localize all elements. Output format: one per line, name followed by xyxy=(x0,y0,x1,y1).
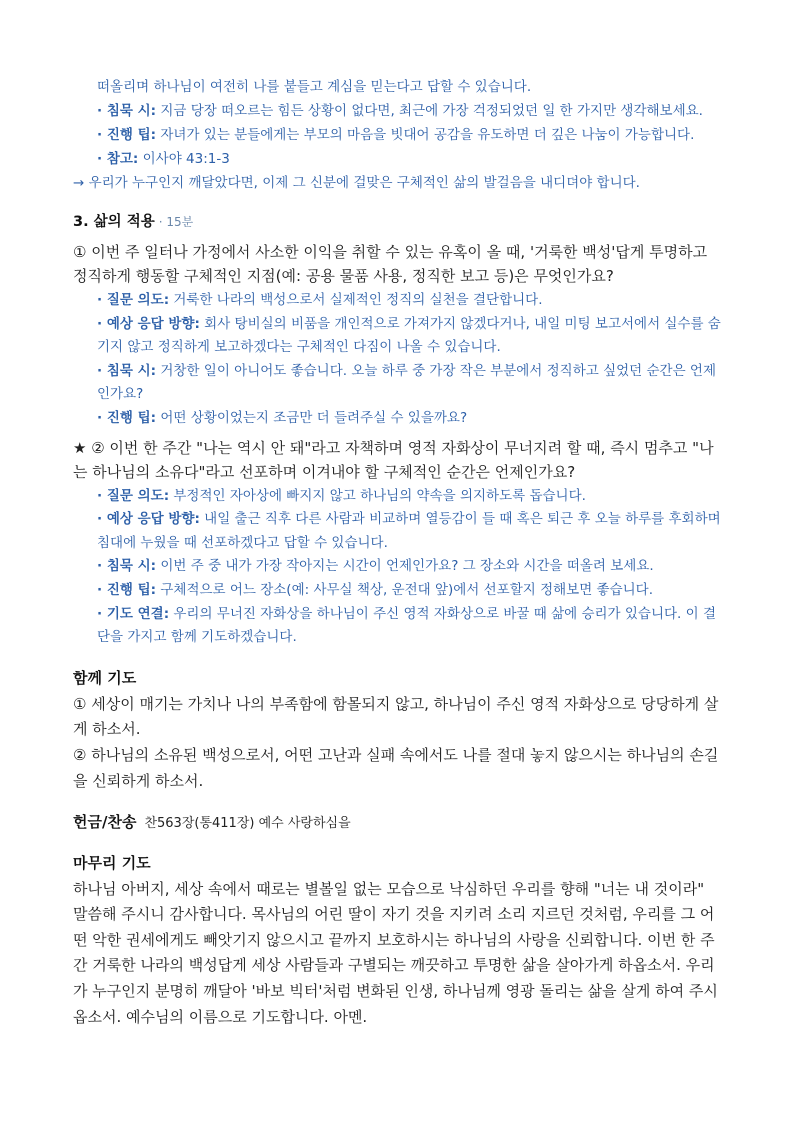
note-label: · 진행 팁: xyxy=(97,127,157,143)
offering-line xyxy=(73,810,722,836)
note-text: 이사야 43:1-3 xyxy=(142,151,230,167)
note-text: 거창한 일이 아니어도 좋습니다. 오늘 하루 중 가장 작은 부분에서 정직하고 싶었던 순간은 언제인가요? xyxy=(97,362,716,403)
question-text: ★ ② 이번 한 주간 "나는 역시 안 돼"라고 자책하며 영적 자화상이 무너지려 할 때, 즉시 멈추고 "나는 하나님의 소유다"라고 선포하며 이겨내야 할 구체적인 순간은 언제인가요? xyxy=(73,438,714,481)
hymn-text: 찬563장(통411장) 예수 사랑하심을 xyxy=(144,815,351,831)
note-text: 우리의 무너진 자화상을 하나님이 주신 영적 자화상으로 바꿀 때 삶에 승리가 있습니다. 이 결단을 가지고 함께 기도하겠습니다. xyxy=(97,605,716,646)
note-label: · 침묵 시: xyxy=(97,558,157,575)
guide-note xyxy=(73,99,722,123)
note-text: 이번 주 중 내가 가장 작아지는 시간이 언제인가요? 그 장소와 시간을 떠올려 보세요. xyxy=(160,558,654,575)
closing-heading: 마무리 기도 xyxy=(73,853,151,872)
transition-text: → 우리가 누구인지 깨달았다면, 이제 그 신분에 걸맞은 구체적인 삶의 발걸음을 내디뎌야 합니다. xyxy=(73,175,640,191)
continued-section xyxy=(73,75,722,195)
guide-note xyxy=(73,360,722,407)
note-label: · 침묵 시: xyxy=(97,362,157,379)
prayer-item: ① 세상이 매기는 가치나 나의 부족함에 함몰되지 않고, 하나님이 주신 영적 자화상으로 당당하게 살게 하소서. xyxy=(73,694,719,739)
note-text: 지금 당장 떠오르는 힘든 상황이 없다면, 최근에 가장 걱정되었던 일 한 가지만 생각해보세요. xyxy=(160,103,703,119)
note-label: · 진행 팁: xyxy=(97,581,157,598)
guide-note xyxy=(73,289,722,313)
prayer-list xyxy=(73,692,722,795)
continued-lead: 떠올리며 하나님이 여전히 나를 붙들고 계심을 믿는다고 답할 수 있습니다. xyxy=(97,79,532,95)
question-text: ① 이번 주 일터나 가정에서 사소한 이익을 취할 수 있는 유혹이 올 때, '거룩한 백성'답게 투명하고 정직하게 행동할 구체적인 지점(예: 공용 물품 사용, 정직한 보고 등)은 무엇인가요? xyxy=(73,243,708,285)
guide-note xyxy=(73,579,722,603)
note-text: 부정적인 자아상에 빠지지 않고 하나님의 약속을 의지하도록 돕습니다. xyxy=(173,487,586,504)
note-label: · 기도 연결: xyxy=(97,605,170,622)
offering-label: 헌금/찬송 xyxy=(73,812,137,831)
note-label: · 질문 의도: xyxy=(97,487,170,504)
note-label: · 예상 응답 방향: xyxy=(97,315,200,332)
question-notes xyxy=(73,485,722,650)
guide-note xyxy=(73,603,722,650)
guide-note xyxy=(73,313,722,360)
section-duration: · 15분 xyxy=(158,215,194,229)
note-label: · 진행 팁: xyxy=(97,409,157,426)
note-text: 구체적으로 어느 장소(예: 사무실 책상, 운전대 앞)에서 선포할지 정해보면 좋습니다. xyxy=(160,581,653,598)
question-notes xyxy=(73,289,722,431)
guide-note xyxy=(73,407,722,431)
note-text: 어떤 상황이었는지 조금만 더 들려주실 수 있을까요? xyxy=(160,409,468,426)
section-heading xyxy=(73,210,722,234)
note-text: 자녀가 있는 분들에게는 부모의 마음을 빗대어 공감을 유도하면 더 깊은 나눔이 가능합니다. xyxy=(160,127,695,143)
closing-prayer-text: 하나님 아버지, 세상 속에서 때로는 별볼일 없는 모습으로 낙심하던 우리를 향해 "너는 내 것이라" 말씀해 주시니 감사합니다. 목사님의 어린 딸이 자기 것을 지키려 소리 지르던 것처럼, 우리를 그 어떤 악한 권세에게도 빼앗기지 않으시고 끝까지 보호하시는 하나님의 사랑을 신뢰합니다. 이번 한 주간 거룩한 나라의 백성답게 세상 사람들과 구별되는 깨끗하고 투명한 삶을 살아가게 하옵소서. 우리가 누구인지 분명히 깨달아 '바보 빅터'처럼 변화된 인생, 하나님께 영광 돌리는 삶을 살게 하여 주시옵소서. 예수님의 이름으로 기도합니다. 아멘. xyxy=(73,879,718,1026)
note-label: · 질문 의도: xyxy=(97,292,170,308)
guide-note xyxy=(73,555,722,579)
prayer-heading: 함께 기도 xyxy=(73,668,137,687)
guide-note xyxy=(73,147,722,171)
note-label: · 예상 응답 방향: xyxy=(97,511,200,528)
guide-note xyxy=(73,123,722,147)
note-label: · 침묵 시: xyxy=(97,103,157,119)
note-text: 내일 출근 직후 다른 사람과 비교하며 열등감이 들 때 혹은 퇴근 후 오늘 하루를 후회하며 침대에 누웠을 때 선포하겠다고 답할 수 있습니다. xyxy=(97,511,721,551)
note-label: · 참고: xyxy=(97,151,139,167)
guide-note xyxy=(73,485,722,509)
section-title: 3. 삶의 적용 xyxy=(73,214,155,230)
prayer-item: ② 하나님의 소유된 백성으로서, 어떤 고난과 실패 속에서도 나를 절대 놓지 않으시는 하나님의 손길을 신뢰하게 하소서. xyxy=(73,746,719,790)
guide-note xyxy=(73,508,722,555)
note-text: 회사 탕비실의 비품을 개인적으로 가져가지 않겠다거나, 내일 미팅 보고서에서 실수를 숨기지 않고 정직하게 보고하겠다는 구체적인 다짐이 나올 수 있습니다. xyxy=(97,315,721,356)
note-text: 거룩한 나라의 백성으로서 실제적인 정직의 실천을 결단합니다. xyxy=(173,292,543,308)
